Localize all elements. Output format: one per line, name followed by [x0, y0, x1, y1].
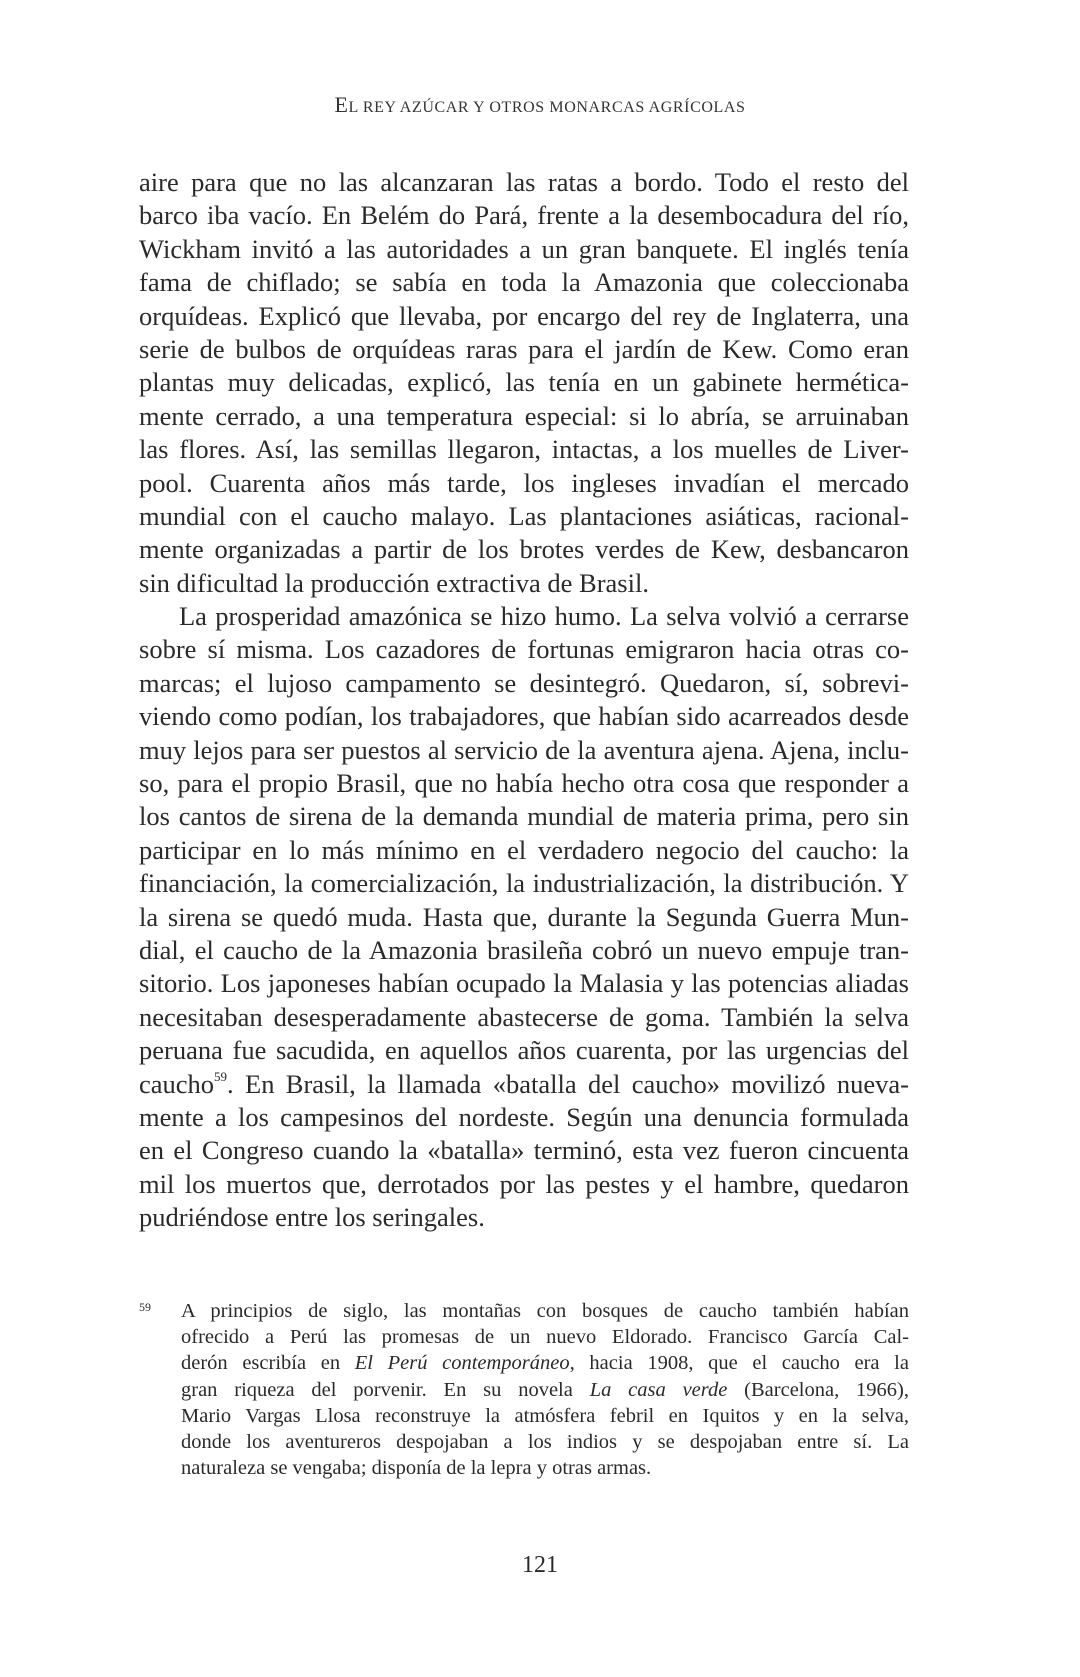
text-line: mente cerrado, a una temperatura especial: si lo abría, se arruinaban	[139, 400, 909, 431]
book-title: El Perú contemporáneo	[354, 1352, 570, 1375]
main-text	[139, 166, 909, 1235]
footnote-line	[181, 1350, 909, 1376]
text-line: pudriéndose entre los seringales.	[139, 1202, 485, 1233]
text-line: muy lejos para ser puestos al servicio de la aventura ajena. Ajena, inclu-	[139, 734, 909, 765]
text-line: viendo como podían, los trabajadores, que habían sido acarreados desde	[139, 701, 909, 732]
footnote-line: naturaleza se vengaba; disponía de la lepra y otras armas.	[181, 1457, 652, 1480]
paragraph-start-line: La prosperidad amazónica se hizo humo. La selva volvió a cerrarse	[179, 601, 909, 632]
text-line: so, para el propio Brasil, que no había hecho otra cosa que responder a	[139, 768, 909, 799]
text-line: financiación, la comercialización, la industrialización, la distribución. Y	[139, 868, 909, 899]
text-line: mil los muertos que, derrotados por las pestes y el hambre, quedaron	[139, 1168, 909, 1199]
text-fragment: gran riqueza del porvenir. En su novela	[181, 1378, 590, 1401]
text-line: plantas muy delicadas, explicó, las tenía en un gabinete hermética-	[139, 367, 909, 398]
footnote-number: 59	[139, 1300, 151, 1314]
running-header-rest: L REY AZÚCAR Y OTROS MONARCAS AGRÍCOLAS	[348, 99, 746, 116]
text-line: fama de chiflado; se sabía en toda la Amazonia que coleccionaba	[139, 267, 909, 298]
text-line: las flores. Así, las semillas llegaron, intactas, a los muelles de Liver-	[139, 434, 909, 465]
text-line-with-footnote	[139, 1068, 909, 1101]
text-line: orquídeas. Explicó que llevaba, por encargo del rey de Inglaterra, una	[139, 300, 909, 331]
text-line: en el Congreso cuando la «batalla» terminó, esta vez fueron cincuenta	[139, 1135, 909, 1166]
text-line: marcas; el lujoso campamento se desintegró. Quedaron, sí, sobrevi-	[139, 667, 909, 698]
footnote-reference[interactable]: 59	[214, 1068, 228, 1084]
footnote-line	[181, 1377, 909, 1403]
footnote	[139, 1298, 909, 1481]
text-line: aire para que no las alcanzaran las ratas a bordo. Todo el resto del	[139, 167, 909, 197]
text-line: sitorio. Los japoneses habían ocupado la Malasia y las potencias aliadas	[139, 968, 909, 999]
text-line: barco iba vacío. En Belém do Pará, frente a la desembocadura del río,	[139, 200, 909, 231]
running-header	[0, 92, 1080, 118]
text-fragment: (Barcelona, 1966),	[727, 1378, 909, 1401]
text-line: necesitaban desesperadamente abastecerse de goma. También la selva	[139, 1001, 909, 1032]
text-line: pool. Cuarenta años más tarde, los ingleses invadían el mercado	[139, 467, 909, 498]
running-header-initial: E	[334, 92, 349, 117]
footnote-line: Mario Vargas Llosa reconstruye la atmósfera febril en Iquitos y en la selva,	[181, 1404, 909, 1427]
text-fragment: , hacia 1908, que el caucho era la	[569, 1352, 909, 1375]
text-line: dial, el caucho de la Amazonia brasileña cobró un nuevo empuje tran-	[139, 934, 909, 965]
text-line: mente a los campesinos del nordeste. Según una denuncia formulada	[139, 1101, 909, 1132]
text-fragment: derón escribía en	[181, 1352, 355, 1375]
text-line: peruana fue sacudida, en aquellos años cuarenta, por las urgencias del	[139, 1035, 909, 1066]
text-line: la sirena se quedó muda. Hasta que, durante la Segunda Guerra Mun-	[139, 901, 909, 932]
text-line: participar en lo más mínimo en el verdadero negocio del caucho: la	[139, 834, 909, 865]
text-line: serie de bulbos de orquídeas raras para el jardín de Kew. Como eran	[139, 333, 909, 364]
text-fragment: caucho	[139, 1068, 215, 1099]
footnote-line: A principios de siglo, las montañas con bosques de caucho también habían	[181, 1300, 909, 1322]
text-line: sin dificultad la producción extractiva de Brasil.	[139, 567, 649, 598]
text-line: mente organizadas a partir de los brotes verdes de Kew, desbancaron	[139, 534, 909, 565]
footnote-line: donde los aventureros despojaban a los indios y se despojaban entre sí. La	[181, 1430, 909, 1453]
text-line: Wickham invitó a las autoridades a un gran banquete. El inglés tenía	[139, 233, 909, 264]
text-line: mundial con el caucho malayo. Las plantaciones asiáticas, racional-	[139, 500, 909, 531]
text-line: sobre sí misma. Los cazadores de fortunas emigraron hacia otras co-	[139, 634, 909, 665]
book-title: La casa verde	[589, 1378, 728, 1401]
footnote-line: ofrecido a Perú las promesas de un nuevo Eldorado. Francisco García Cal-	[181, 1326, 909, 1349]
text-line: los cantos de sirena de la demanda mundial de materia prima, pero sin	[139, 801, 909, 832]
text-fragment: . En Brasil, la llamada «batalla del caucho» movilizó nueva-	[227, 1068, 909, 1099]
page-number: 121	[522, 1552, 558, 1578]
